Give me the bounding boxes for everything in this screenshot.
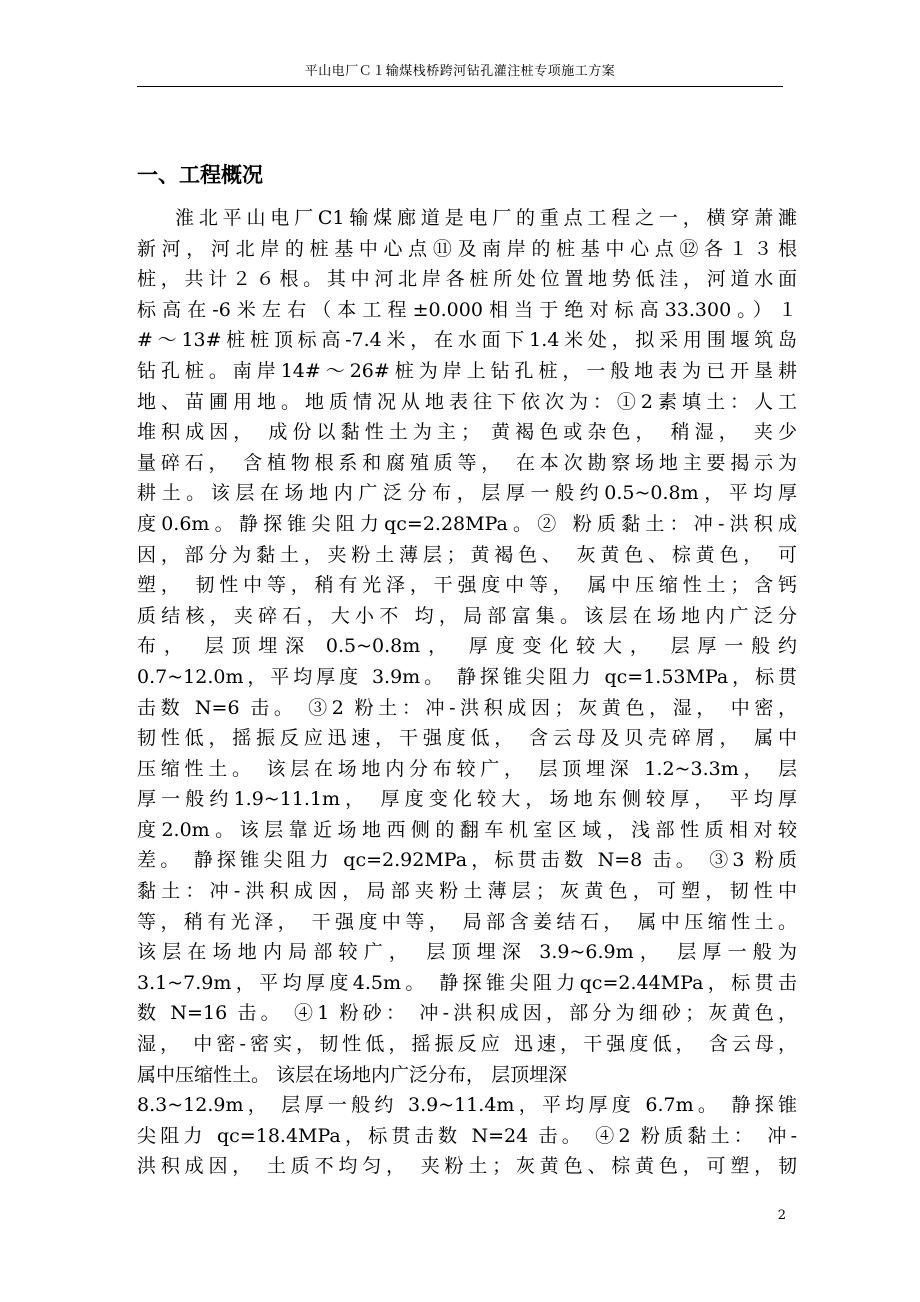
body-line: 度2.0m。该层靠近场地西侧的翻车机室区域，浅部性质相对较 [137, 818, 797, 841]
body-line: 厚一般约1.9~11.1m， 厚度变化较大，场地东侧较厚， 平均厚 [137, 788, 797, 811]
body-line: 因，部分为黏土，夹粉土薄层；黄褐色、 灰黄色、棕黄色， 可 [137, 543, 797, 566]
body-line: 堆积成因， 成份以黏性土为主； 黄褐色或杂色， 稍湿， 夹少 [137, 421, 797, 444]
body-line: 地、苗圃用地。地质情况从地表往下依次为：①2素填土：人工 [137, 390, 797, 413]
body-line: 洪积成因， 土质不均匀， 夹粉土；灰黄色、棕黄色，可塑，韧 [137, 1155, 797, 1178]
body-line: 黏土：冲-洪积成因，局部夹粉土薄层；灰黄色，可塑，韧性中 [137, 880, 797, 903]
body-line: 0.7~12.0m，平均厚度 3.9m。 静探锥尖阻力 qc=1.53MPa，标贯 [137, 665, 797, 688]
body-line: 差。 静探锥尖阻力 qc=2.92MPa，标贯击数 N=8 击。 ③3 粉质 [137, 849, 797, 872]
body-line: 标高在-6米左右（本工程±0.000相当于绝对标高33.300。）１ [137, 298, 797, 321]
body-line: 耕土。该层在场地内广泛分布，层厚一般约0.5~0.8m，平均厚 [137, 482, 797, 505]
body-line: 湿， 中密-密实，韧性低，摇振反应 迅速，干强度低， 含云母， [137, 1033, 797, 1056]
body-line: 击数 N=6 击。 ③2 粉土：冲-洪积成因；灰黄色，湿， 中密， [137, 696, 797, 719]
body-line: #～13#桩桩顶标高-7.4米，在水面下1.4米处，拟采用围堰筑岛 [137, 329, 797, 352]
body-line: 尖阻力 qc=18.4MPa，标贯击数 N=24 击。 ④2 粉质黏土： 冲- [137, 1124, 797, 1147]
page-header [137, 58, 783, 87]
page-number: 2 [777, 1208, 786, 1223]
body-line: 淮北平山电厂C1输煤廊道是电厂的重点工程之一，横穿萧濉 [175, 207, 797, 229]
body-line: 韧性低，摇振反应迅速，干强度低， 含云母及贝壳碎屑， 属中 [137, 727, 797, 750]
page-header-title: 平山电厂Ｃ１输煤栈桥跨河钻孔灌注桩专项施工方案 [304, 64, 616, 79]
body-line: 质结核，夹碎石，大小不 均，局部富集。该层在场地内广泛分 [137, 604, 797, 627]
body-line: 布， 层顶埋深 0.5~0.8m， 厚度变化较大， 层厚一般约 [137, 635, 797, 658]
body-line: 新河，河北岸的桩基中心点⑪及南岸的桩基中心点⑫各１３根 [137, 237, 797, 260]
body-line: 属中压缩性土。 该层在场地内广泛分布， 层顶埋深 [137, 1063, 568, 1086]
body-line: 塑， 韧性中等，稍有光泽，干强度中等， 属中压缩性土；含钙 [137, 574, 797, 597]
body-line: 等，稍有光泽， 干强度中等， 局部含姜结石， 属中压缩性土。 [137, 910, 797, 933]
body-line: 钻孔桩。南岸14#～26#桩为岸上钻孔桩，一般地表为已开垦耕 [137, 359, 797, 382]
section-title: 一、工程概况 [137, 163, 263, 187]
body-line: 度0.6m。静探锥尖阻力qc=2.28MPa。② 粉质黏土：冲-洪积成 [137, 512, 797, 535]
body-line: 桩，共计２６根。其中河北岸各桩所处位置地势低洼，河道水面 [137, 268, 797, 291]
body-line: 量碎石， 含植物根系和腐殖质等， 在本次勘察场地主要揭示为 [137, 451, 797, 474]
body-line: 数 N=16 击。 ④1 粉砂： 冲-洪积成因，部分为细砂；灰黄色， [137, 1002, 797, 1025]
body-line: 压缩性土。 该层在场地内分布较广， 层顶埋深 1.2~3.3m， 层 [137, 757, 797, 780]
body-text [137, 203, 797, 1182]
body-line: 该层在场地内局部较广， 层顶埋深 3.9~6.9m， 层厚一般为 [137, 941, 797, 964]
body-line: 3.1~7.9m，平均厚度4.5m。 静探锥尖阻力qc=2.44MPa，标贯击 [137, 971, 797, 994]
body-line: 8.3~12.9m， 层厚一般约 3.9~11.4m，平均厚度 6.7m。 静探锥 [137, 1094, 797, 1117]
